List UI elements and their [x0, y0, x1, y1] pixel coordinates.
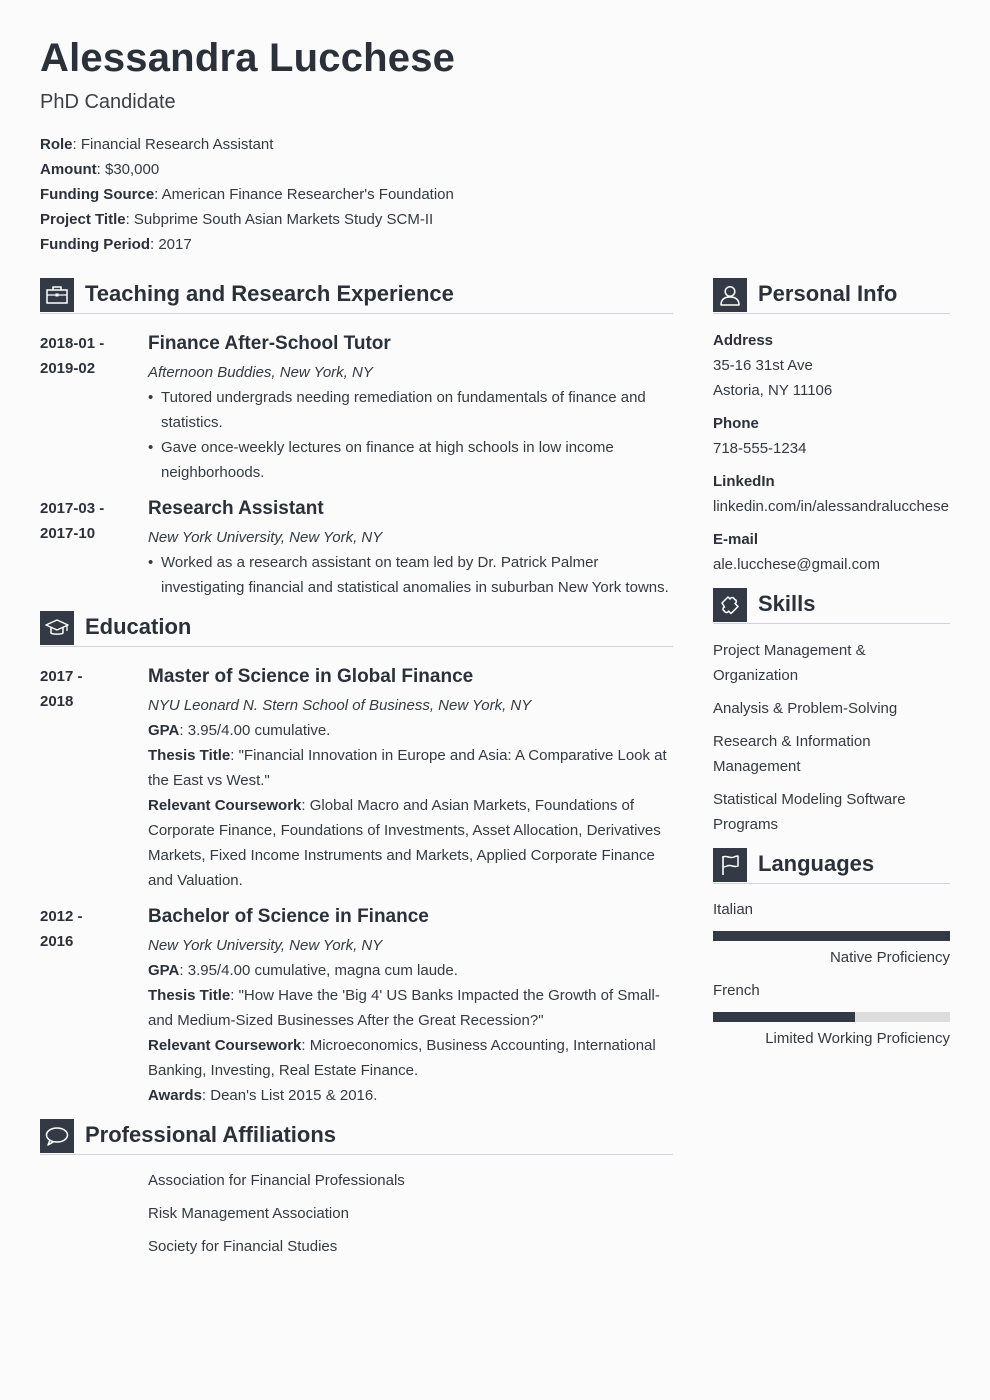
linkedin-link[interactable]: linkedin.com/in/alessandralucchese — [713, 498, 949, 515]
personal-info-section-header — [713, 278, 950, 314]
coursework-line — [148, 793, 673, 818]
address-line: Astoria, NY 11106 — [713, 382, 833, 399]
language-proficiency-fill — [713, 1012, 855, 1022]
thesis-text: : "How Have the 'Big 4' US Banks Impacted the Growth of Small- — [230, 987, 660, 1004]
coursework-label: Relevant Coursework — [148, 1037, 302, 1054]
candidate-subtitle: PhD Candidate — [40, 91, 176, 113]
skill-line: Analysis & Problem-Solving — [713, 700, 898, 717]
date-end: 2018 — [40, 693, 74, 710]
entry-dates — [40, 904, 140, 954]
education-entry — [40, 664, 673, 899]
gpa-value: : 3.95/4.00 cumulative. — [179, 722, 331, 739]
skill-line: Project Management & — [713, 642, 866, 659]
summary-value: : 2017 — [150, 236, 192, 253]
language-level: Native Proficiency — [829, 949, 950, 966]
experience-entry — [40, 331, 673, 491]
experience-section-header — [40, 278, 673, 314]
address-line: 35-16 31st Ave — [713, 357, 813, 374]
candidate-name: Alessandra Lucchese — [40, 36, 456, 80]
summary-row — [40, 157, 680, 182]
thesis-label: Thesis Title — [148, 987, 231, 1004]
date-start: 2017 - — [40, 668, 83, 685]
skill-item — [713, 729, 953, 779]
summary-value: : Financial Research Assistant — [72, 136, 274, 153]
language-name: Italian — [713, 901, 754, 918]
skill-item — [713, 787, 953, 837]
bullet-line: investigating financial and statistical anomalies in suburban New York towns. — [161, 579, 669, 596]
affiliations-section-header — [40, 1119, 673, 1155]
affiliations-section-title: Professional Affiliations — [85, 1122, 337, 1147]
coursework-line: and Valuation. — [148, 872, 243, 889]
thesis-line — [148, 983, 673, 1008]
languages-section-title: Languages — [758, 851, 875, 876]
thesis-line — [148, 743, 673, 768]
coursework-label: Relevant Coursework — [148, 797, 302, 814]
address-label: Address — [713, 332, 774, 349]
date-start: 2012 - — [40, 908, 83, 925]
coursework-text: : Microeconomics, Business Accounting, International — [301, 1037, 656, 1054]
skill-line: Statistical Modeling Software — [713, 791, 906, 808]
skill-line: Management — [713, 758, 801, 775]
coursework-line: Corporate Finance, Foundations of Investments, Asset Allocation, Derivatives — [148, 822, 661, 839]
linkedin-label: LinkedIn — [713, 473, 775, 490]
skill-line: Programs — [713, 816, 779, 833]
entry-title: Research Assistant — [148, 498, 324, 519]
summary-value: : Subprime South Asian Markets Study SCM-II — [125, 211, 434, 228]
date-start: 2018-01 - — [40, 335, 105, 352]
personal-info-section-title: Personal Info — [758, 281, 898, 306]
language-name: French — [713, 982, 760, 999]
summary-label: Funding Source — [40, 186, 155, 203]
entry-organization: New York University, New York, NY — [148, 529, 383, 546]
skill-line: Research & Information — [713, 733, 871, 750]
thesis-line: the East vs West." — [148, 772, 270, 789]
experience-section-title: Teaching and Research Experience — [85, 281, 454, 306]
date-end: 2019-02 — [40, 360, 96, 377]
summary-row — [40, 182, 680, 207]
skill-item — [713, 638, 953, 688]
affiliation-item: Society for Financial Studies — [148, 1238, 338, 1255]
thesis-label: Thesis Title — [148, 747, 231, 764]
summary-row — [40, 207, 680, 232]
entry-title: Bachelor of Science in Finance — [148, 906, 429, 927]
entry-bullet — [148, 435, 673, 485]
entry-title: Master of Science in Global Finance — [148, 666, 474, 687]
language-level: Limited Working Proficiency — [765, 1030, 950, 1047]
entry-title: Finance After-School Tutor — [148, 333, 391, 354]
entry-bullet — [148, 385, 673, 435]
entry-organization: Afternoon Buddies, New York, NY — [148, 364, 373, 381]
entry-dates — [40, 496, 140, 546]
entry-dates — [40, 331, 140, 381]
summary-value: : $30,000 — [96, 161, 160, 178]
briefcase-icon — [40, 278, 74, 312]
experience-entry — [40, 496, 673, 606]
summary-value: : American Finance Researcher's Foundation — [154, 186, 454, 203]
entry-dates — [40, 664, 140, 714]
bullet-line: neighborhoods. — [161, 464, 265, 481]
gpa-line — [148, 718, 673, 743]
coursework-line: Markets, Fixed Income Instruments and Markets, Applied Corporate Finance — [148, 847, 655, 864]
puzzle-piece-icon — [713, 588, 747, 622]
graduation-cap-icon — [40, 611, 74, 645]
skills-section-title: Skills — [758, 591, 816, 616]
entry-organization: NYU Leonard N. Stern School of Business, New York, NY — [148, 697, 532, 714]
language-proficiency-fill — [713, 931, 950, 941]
phone-label: Phone — [713, 415, 759, 432]
awards-line — [148, 1083, 673, 1108]
phone-value[interactable]: 718-555-1234 — [713, 440, 807, 457]
flag-icon — [713, 848, 747, 882]
language-proficiency-bar — [713, 931, 950, 941]
thesis-line: and Medium-Sized Businesses After the Great Recession?" — [148, 1012, 544, 1029]
affiliation-item: Association for Financial Professionals — [148, 1172, 405, 1189]
awards-value: : Dean's List 2015 & 2016. — [201, 1087, 378, 1104]
coursework-text: : Global Macro and Asian Markets, Foundations of — [301, 797, 635, 814]
gpa-label: GPA — [148, 962, 180, 979]
language-proficiency-bar — [713, 1012, 950, 1022]
speech-bubble-icon — [40, 1119, 74, 1153]
summary-row — [40, 132, 680, 157]
entry-bullet — [148, 550, 673, 600]
languages-section-header — [713, 848, 950, 884]
education-section-title: Education — [85, 614, 192, 639]
bullet-line: • Gave once-weekly lectures on finance at high schools in low income — [161, 439, 614, 456]
bullet-line: • Tutored undergrads needing remediation on fundamentals of finance and — [161, 389, 646, 406]
person-icon — [713, 278, 747, 312]
summary-label: Amount — [40, 161, 97, 178]
gpa-label: GPA — [148, 722, 180, 739]
gpa-value: : 3.95/4.00 cumulative, magna cum laude. — [179, 962, 458, 979]
skills-section-header — [713, 588, 950, 624]
bullet-line: • Worked as a research assistant on team led by Dr. Patrick Palmer — [161, 554, 599, 571]
coursework-line: Banking, Investing, Real Estate Finance. — [148, 1062, 419, 1079]
skill-item — [713, 696, 953, 721]
date-end: 2016 — [40, 933, 74, 950]
email-link[interactable]: ale.lucchese@gmail.com — [713, 556, 880, 573]
coursework-line — [148, 1033, 673, 1058]
date-start: 2017-03 - — [40, 500, 105, 517]
summary-label: Funding Period — [40, 236, 150, 253]
education-section-header — [40, 611, 673, 647]
education-entry — [40, 904, 673, 1114]
affiliation-item: Risk Management Association — [148, 1205, 349, 1222]
gpa-line — [148, 958, 673, 983]
awards-label: Awards — [148, 1087, 202, 1104]
thesis-text: : "Financial Innovation in Europe and Asia: A Comparative Look at — [230, 747, 667, 764]
funding-summary — [40, 132, 680, 257]
date-end: 2017-10 — [40, 525, 96, 542]
summary-row — [40, 232, 680, 257]
entry-organization: New York University, New York, NY — [148, 937, 383, 954]
bullet-line: statistics. — [161, 414, 223, 431]
summary-label: Project Title — [40, 211, 126, 228]
skill-line: Organization — [713, 667, 799, 684]
summary-label: Role — [40, 136, 73, 153]
email-label: E-mail — [713, 531, 759, 548]
